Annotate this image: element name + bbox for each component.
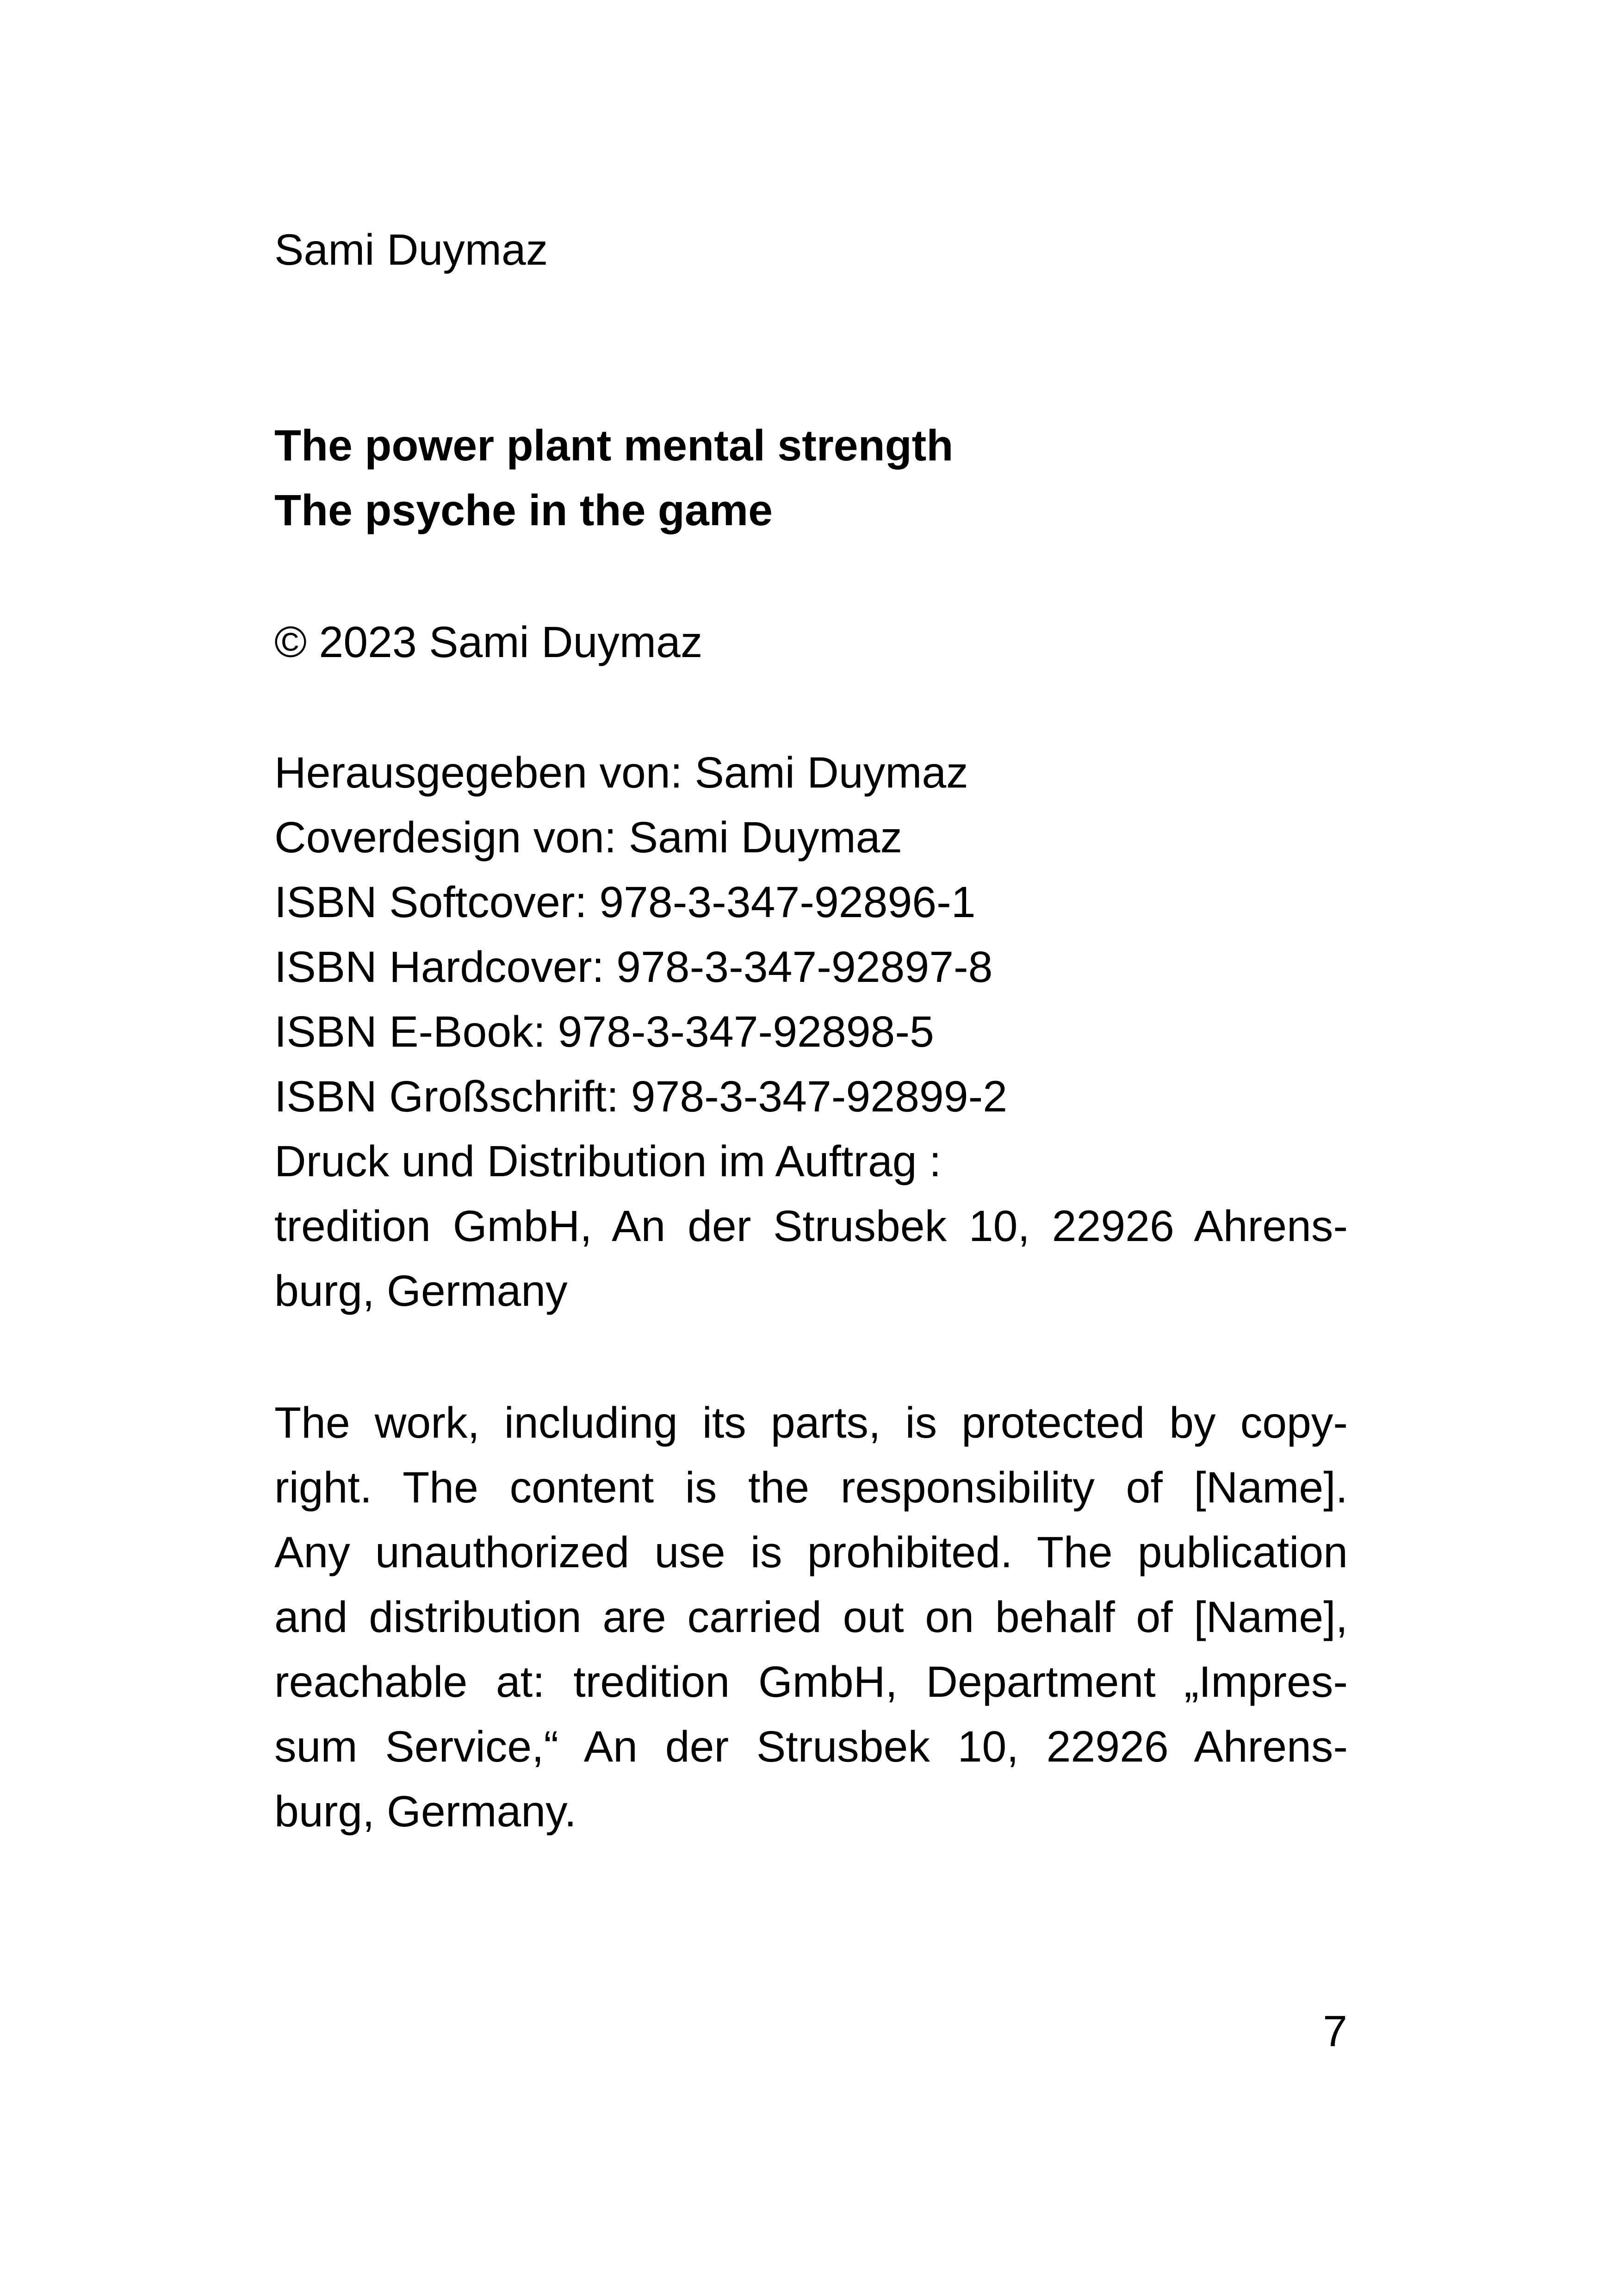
copyright-line: © 2023 Sami Duymaz <box>274 618 703 667</box>
imprint-line: ISBN Großschrift: 978-3-347-92899-2 <box>274 1072 1008 1121</box>
notice-line: burg, Germany. <box>274 1787 577 1836</box>
notice-line: sum Service,“ An der Strusbek 10, 22926 Ahrens- <box>274 1722 1348 1771</box>
book-subtitle: The psyche in the game <box>274 486 773 535</box>
page-number: 7 <box>1323 2007 1347 2056</box>
imprint-line: Druck und Distribution im Auftrag : <box>274 1137 942 1186</box>
imprint-line: Herausgegeben von: Sami Duymaz <box>274 748 968 797</box>
imprint-line: Coverdesign von: Sami Duymaz <box>274 813 902 862</box>
notice-line: right. The content is the responsibility of [Name]. <box>274 1463 1348 1512</box>
notice-line: and distribution are carried out on behalf of [Name], <box>274 1593 1348 1642</box>
notice-line: reachable at: tredition GmbH, Department „Impres- <box>274 1657 1348 1706</box>
notice-line: Any unauthorized use is prohibited. The publication <box>274 1528 1348 1577</box>
imprint-line: ISBN Hardcover: 978-3-347-92897-8 <box>274 943 993 992</box>
book-titles <box>274 413 1348 543</box>
imprint-block <box>274 740 1348 1323</box>
book-title: The power plant mental strength <box>274 421 954 470</box>
imprint-line: burg, Germany <box>274 1266 568 1316</box>
imprint-line: ISBN Softcover: 978-3-347-92896-1 <box>274 878 976 927</box>
imprint-line: ISBN E-Book: 978-3-347-92898-5 <box>274 1007 934 1056</box>
imprint-line: tredition GmbH, An der Strusbek 10, 22926 Ahrens- <box>274 1202 1348 1251</box>
notice-line: The work, including its parts, is protected by copy- <box>274 1398 1348 1447</box>
copyright-notice <box>274 1390 1348 1844</box>
author-name: Sami Duymaz <box>274 225 548 274</box>
